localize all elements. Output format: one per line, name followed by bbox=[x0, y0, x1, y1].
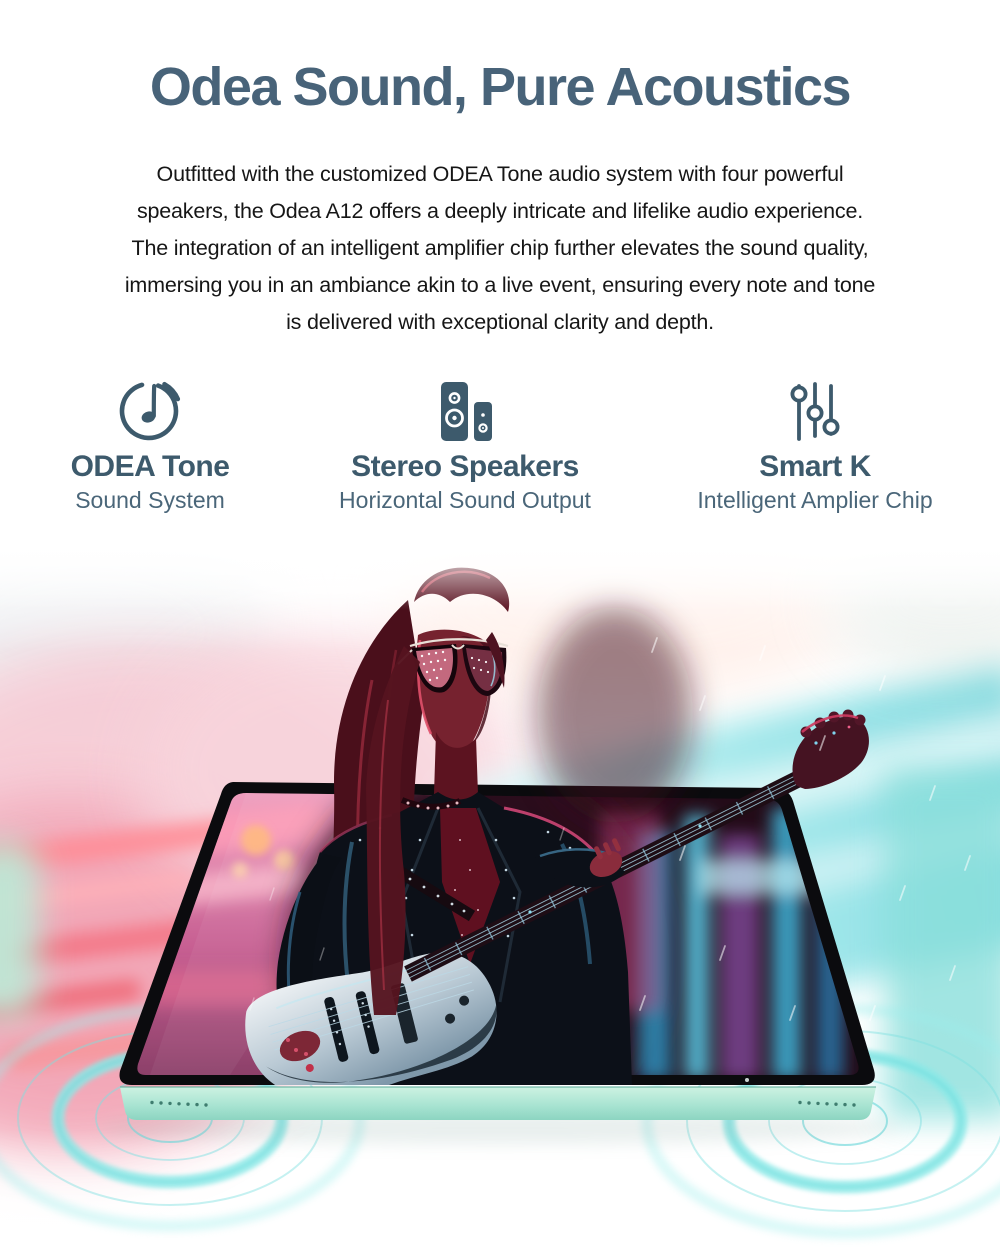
feature-subtitle: Intelligent Amplier Chip bbox=[697, 487, 933, 513]
camera-dot bbox=[745, 1078, 749, 1082]
intro-line: speakers, the Odea A12 offers a deeply intricate and lifelike audio experience. bbox=[136, 199, 864, 223]
equalizer-sliders-icon bbox=[784, 368, 846, 444]
intro-line: Outfitted with the customized ODEA Tone audio system with four powerful bbox=[156, 162, 844, 186]
feature-list bbox=[0, 368, 1000, 513]
background-silhouette bbox=[537, 607, 693, 823]
feature-title: ODEA Tone bbox=[70, 450, 230, 483]
intro-line: is delivered with exceptional clarity and depth. bbox=[286, 310, 714, 334]
music-note-circle-icon bbox=[113, 368, 187, 444]
tablet-edge-mint bbox=[120, 1087, 876, 1120]
feature-smart-k bbox=[630, 368, 1000, 513]
page-title: Odea Sound, Pure Acoustics bbox=[149, 57, 851, 117]
intro-line: The integration of an intelligent amplifier chip further elevates the sound quality, bbox=[131, 236, 869, 260]
feature-stereo-speakers bbox=[300, 368, 630, 513]
feature-title: Stereo Speakers bbox=[351, 450, 579, 483]
hero-image bbox=[0, 540, 1000, 1260]
feature-title: Smart K bbox=[759, 450, 871, 483]
stereo-speakers-icon bbox=[432, 368, 498, 444]
feature-odea-tone bbox=[0, 368, 300, 513]
intro-line: immersing you in an ambiance akin to a live event, ensuring every note and tone bbox=[124, 273, 876, 297]
feature-subtitle: Sound System bbox=[75, 487, 225, 513]
intro-paragraph bbox=[0, 156, 1000, 341]
feature-subtitle: Horizontal Sound Output bbox=[339, 487, 591, 513]
